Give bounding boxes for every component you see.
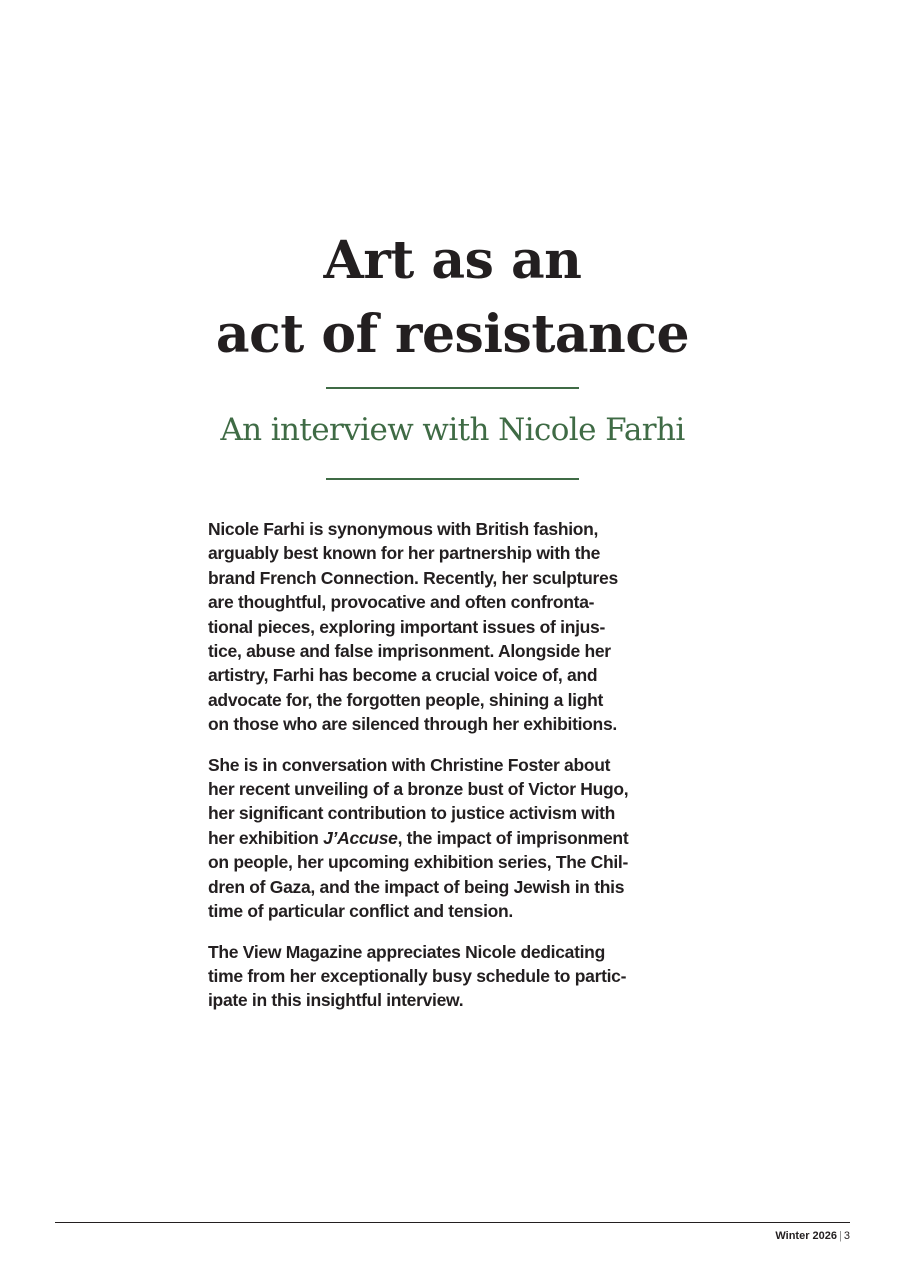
text-line: Nicole Farhi is synonymous with British fashion,: [208, 519, 599, 539]
text-line: brand French Connection. Recently, her sculptures: [208, 567, 618, 588]
text-line: time from her exceptionally busy schedule to partic-: [208, 965, 627, 986]
text-line: dren of Gaza, and the impact of being Jewish in this: [208, 876, 625, 897]
article-title: [0, 224, 905, 372]
text-line: artistry, Farhi has become a crucial voice of, and: [208, 665, 598, 686]
text-line: on people, her upcoming exhibition series, The Chil-: [208, 852, 629, 873]
text-segment: , the impact of imprisonment: [397, 827, 629, 848]
text-line: She is in conversation with Christine Foster about: [208, 754, 611, 775]
text-line: her significant contribution to justice activism with: [208, 803, 616, 824]
text-line: advocate for, the forgotten people, shining a light: [208, 689, 604, 710]
footer-divider: [55, 1222, 850, 1223]
text-line: arguably best known for her partnership with the: [208, 543, 601, 564]
article-subtitle: An interview with Nicole Farhi: [220, 412, 685, 448]
page-footer: [775, 1229, 850, 1243]
text-line: time of particular conflict and tension.: [208, 901, 513, 922]
text-line: tice, abuse and false imprisonment. Alongside her: [208, 641, 611, 662]
text-line: The View Magazine appreciates Nicole dedicating: [208, 941, 605, 962]
exhibition-title: J’Accuse: [323, 827, 398, 848]
intro-paragraph-2: [208, 753, 708, 924]
text-line: tional pieces, exploring important issues of injus-: [208, 616, 605, 637]
intro-paragraph-3: [208, 940, 708, 1013]
footer-separator: |: [839, 1230, 842, 1242]
text-segment: her exhibition: [208, 827, 324, 848]
text-line: are thoughtful, provocative and often confronta-: [208, 592, 595, 613]
page-number: 3: [843, 1230, 850, 1242]
text-line: on those who are silenced through her exhibitions.: [208, 714, 617, 735]
text-line-with-italic: [208, 826, 708, 850]
text-line: her recent unveiling of a bronze bust of Victor Hugo,: [208, 779, 629, 800]
title-line-1: Art as an: [323, 230, 582, 291]
intro-paragraph-1: [208, 517, 708, 737]
article-intro: [208, 517, 708, 1029]
divider-top: [326, 387, 579, 389]
issue-label: Winter 2026: [775, 1230, 838, 1242]
divider-bottom: [326, 478, 579, 480]
text-line: ipate in this insightful interview.: [208, 990, 464, 1011]
title-line-2: act of resistance: [215, 304, 690, 365]
